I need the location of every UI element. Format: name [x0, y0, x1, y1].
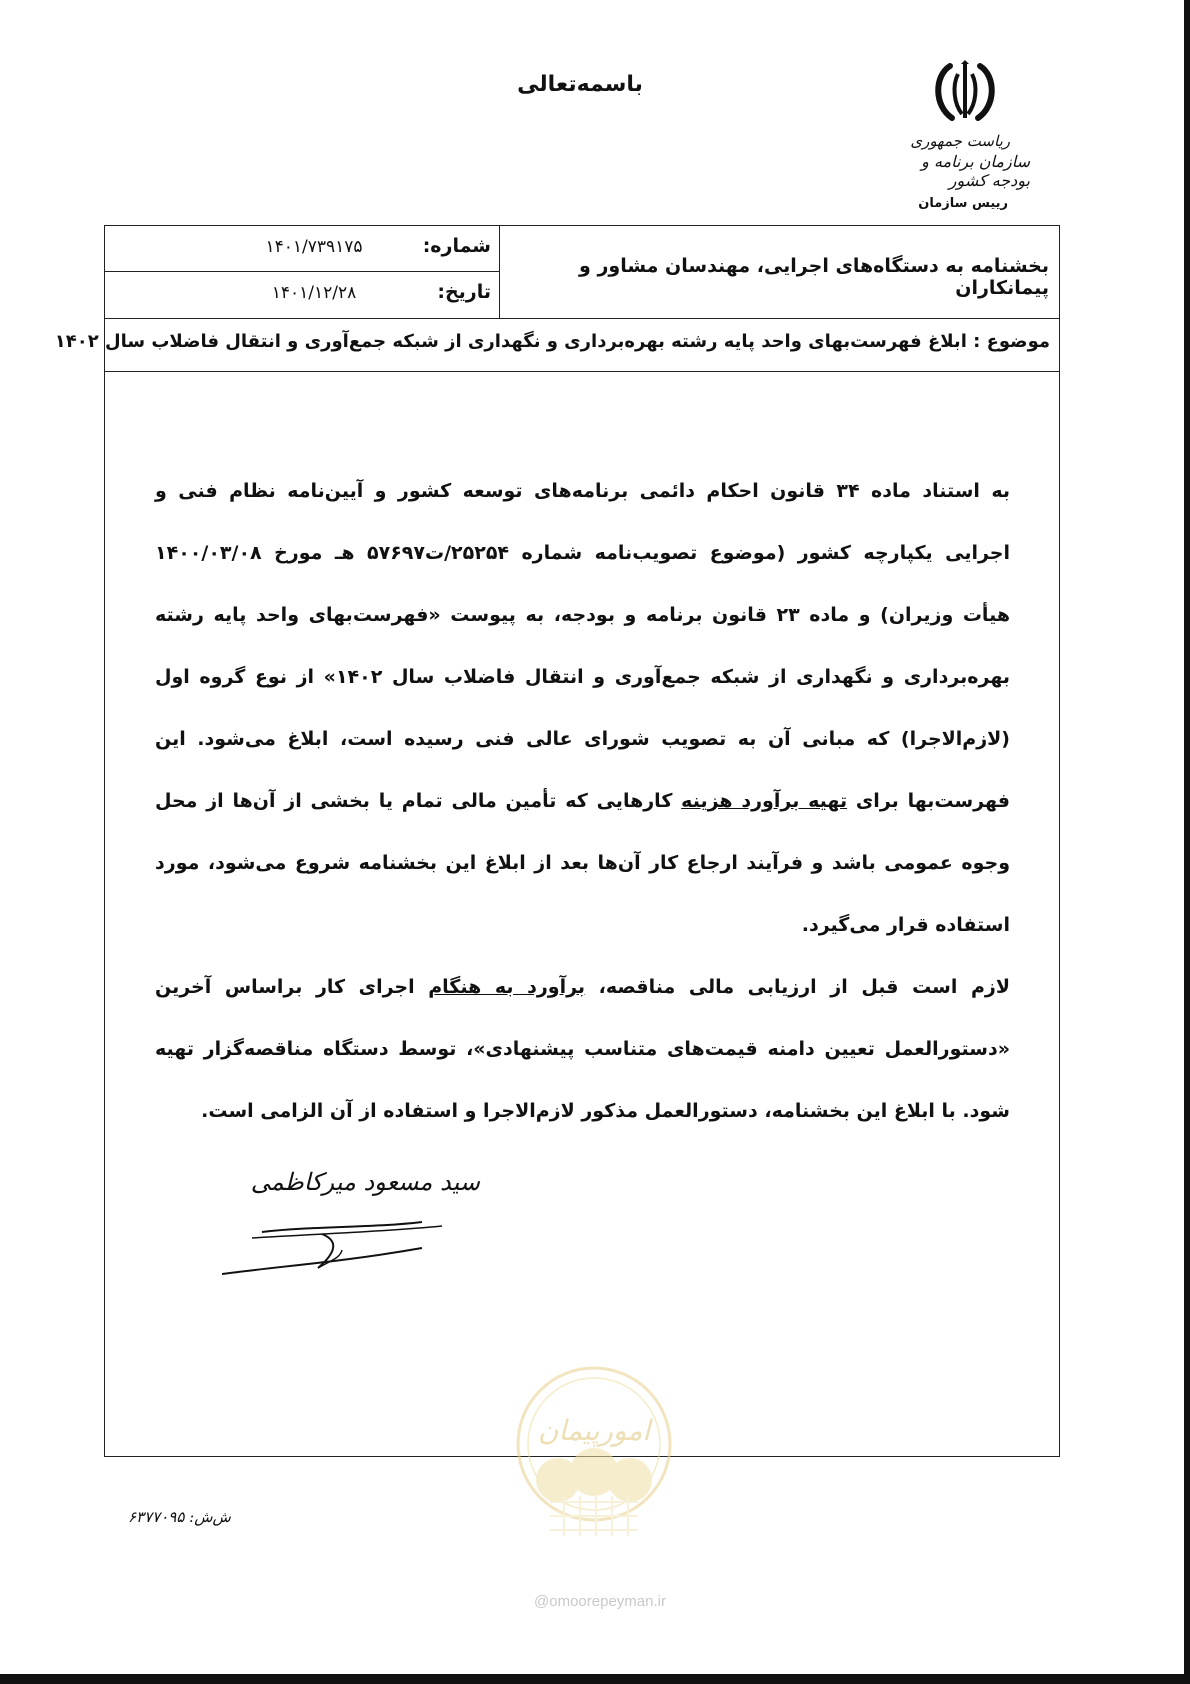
paragraph-1-text-b: کارهایی که تأمین مالی تمام یا بخشی از آن‌ها از محل وجوه عمومی باشد و فرآیند ارجاع کار آن‌ها بعد از ابلاغ این بخشنامه شروع می‌شود، مورد استفاده قرار می‌گیرد. — [155, 790, 1010, 936]
addressee: بخشنامه به دستگاه‌های اجرایی، مهندسان مشاور و پیمانکاران — [579, 255, 1049, 299]
underlined-updated-estimate: برآورد به هنگام — [428, 976, 586, 998]
svg-text:امورپیمان: امورپیمان — [537, 1414, 651, 1447]
reference-number: ش‌ش: ۶۳۷۷۰۹۵ — [128, 1508, 231, 1526]
iran-emblem-icon — [928, 60, 1002, 126]
paragraph-1-text-a: به استناد ماده ۳۴ قانون احکام دائمی برنامه‌های توسعه کشور و آیین‌نامه نظام فنی و اجرایی یکپارچه کشور (موضوع تصویب‌نامه شماره ۲۵۲۵۴/ت۵۷۶۹۷ هـ مورخ ۱۴۰۰/۰۳/۰۸ هیأت وزیران) و ماده ۲۳ قانون برنامه و بودجه، به پیوست «فهرست‌بهای واحد پایه رشته بهره‌برداری و نگهداری از شبکه جمع‌آوری و انتقال فاضلاب سال ۱۴۰۲» از نوع گروه اول (لازم‌الاجرا) که مبانی آن به تصویب شورای عالی فنی رسیده است، ابلاغ می‌شود. این فهرست‌بها برای — [155, 480, 1010, 812]
letter-header-row — [104, 225, 1060, 319]
signer-name: سید مسعود میرکاظمی — [250, 1168, 480, 1196]
paragraph-2-text-a: لازم است قبل از ارزیابی مالی مناقصه، — [598, 976, 1010, 998]
scan-border-bottom — [0, 1674, 1190, 1684]
handwritten-signature — [222, 1208, 462, 1280]
org-head-title: رییس سازمان — [918, 196, 1008, 211]
subject-line: موضوع : ابلاغ فهرست‌بهای واحد پایه رشته بهره‌برداری و نگهداری از شبکه جمع‌آوری و انتقال فاضلاب سال ۱۴۰۲ — [54, 331, 1050, 352]
number-label: شماره: — [422, 235, 491, 257]
watermark-logo — [506, 1360, 682, 1560]
date-label: تاریخ: — [437, 281, 491, 303]
subject-row — [54, 319, 1060, 372]
date-value: ۱۴۰۱/۱۲/۲۸ — [271, 283, 357, 303]
scan-border-right — [1184, 0, 1190, 1684]
watermark-url: @omoorepeyman.ir — [534, 1593, 666, 1610]
underlined-cost-estimate: تهیه برآورد هزینه — [681, 790, 848, 812]
org-presidency: ریاست جمهوری — [910, 132, 1010, 150]
number-value: ۱۴۰۱/۷۳۹۱۷۵ — [265, 237, 363, 257]
paragraph-2 — [155, 956, 1010, 1142]
paragraph-1 — [155, 460, 1010, 956]
letter-body — [155, 460, 1010, 1142]
bismillah-heading: باسمه‌تعالی — [517, 72, 643, 97]
org-name: سازمان برنامه و بودجه کشور — [921, 152, 1030, 190]
paragraph-2-text-b: اجرای کار براساس آخرین «دستورالعمل تعیین دامنه قیمت‌های متناسب پیشنهادی»، توسط دستگاه مناقصه‌گزار تهیه شود. با ابلاغ این بخشنامه، دستورالعمل مذکور لازم‌الاجرا و استفاده از آن الزامی است. — [155, 976, 1010, 1122]
